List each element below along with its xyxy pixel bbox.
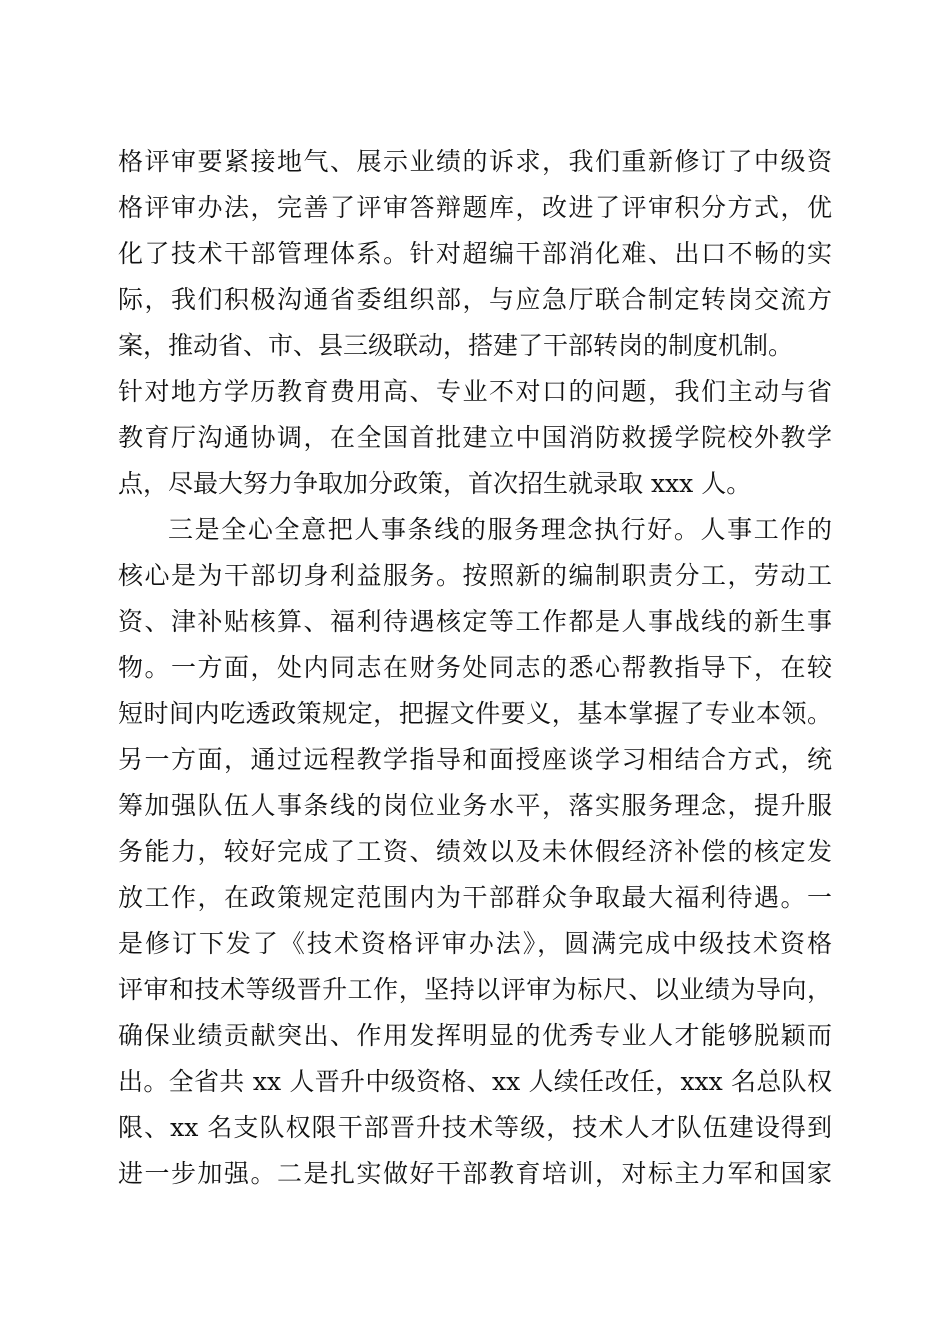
text-line: 限、xx 名支队权限干部晋升技术等级，技术人才队伍建设得到 (118, 1113, 832, 1142)
text-line: 核心是为干部切身利益服务。按照新的编制职责分工，劳动工 (118, 561, 832, 590)
paragraph-first-line: 三是全心全意把人事条线的服务理念执行好。人事工作的 (168, 515, 832, 544)
text-line: 出。全省共 xx 人晋升中级资格、xx 人续任改任，xxx 名总队权 (118, 1067, 832, 1096)
text-line: 确保业绩贡献突出、作用发挥明显的优秀专业人才能够脱颖而 (118, 1021, 832, 1050)
text-line: 格评审要紧接地气、展示业绩的诉求，我们重新修订了中级资 (118, 147, 832, 176)
text-line: 格评审办法，完善了评审答辩题库，改进了评审积分方式，优 (118, 193, 832, 222)
text-line: 评审和技术等级晋升工作，坚持以评审为标尺、以业绩为导向， (118, 975, 832, 1004)
text-line: 进一步加强。二是扎实做好干部教育培训，对标主力军和国家 (118, 1159, 832, 1188)
text-line: 物。一方面，处内同志在财务处同志的悉心帮教指导下，在较 (118, 653, 832, 682)
text-line: 务能力，较好完成了工资、绩效以及未休假经济补偿的核定发 (118, 837, 832, 866)
text-line: 筹加强队伍人事条线的岗位业务水平，落实服务理念，提升服 (118, 791, 832, 820)
text-line: 化了技术干部管理体系。针对超编干部消化难、出口不畅的实 (118, 239, 832, 268)
text-line: 是修订下发了《技术资格评审办法》，圆满完成中级技术资格 (118, 929, 832, 958)
text-line: 资、津补贴核算、福利待遇核定等工作都是人事战线的新生事 (118, 607, 832, 636)
paragraph-end-line: 点，尽最大努力争取加分政策，首次招生就录取 xxx 人。 (118, 469, 752, 498)
text-line: 际，我们积极沟通省委组织部，与应急厅联合制定转岗交流方 (118, 285, 832, 314)
text-line: 短时间内吃透政策规定，把握文件要义，基本掌握了专业本领。 (118, 699, 832, 728)
text-line: 另一方面，通过远程教学指导和面授座谈学习相结合方式，统 (118, 745, 832, 774)
text-line: 教育厅沟通协调，在全国首批建立中国消防救援学院校外教学 (118, 423, 832, 452)
text-line: 案，推动省、市、县三级联动，搭建了干部转岗的制度机制。 (118, 331, 794, 360)
text-line: 放工作，在政策规定范围内为干部群众争取最大福利待遇。一 (118, 883, 832, 912)
text-line: 针对地方学历教育费用高、专业不对口的问题，我们主动与省 (118, 377, 832, 406)
